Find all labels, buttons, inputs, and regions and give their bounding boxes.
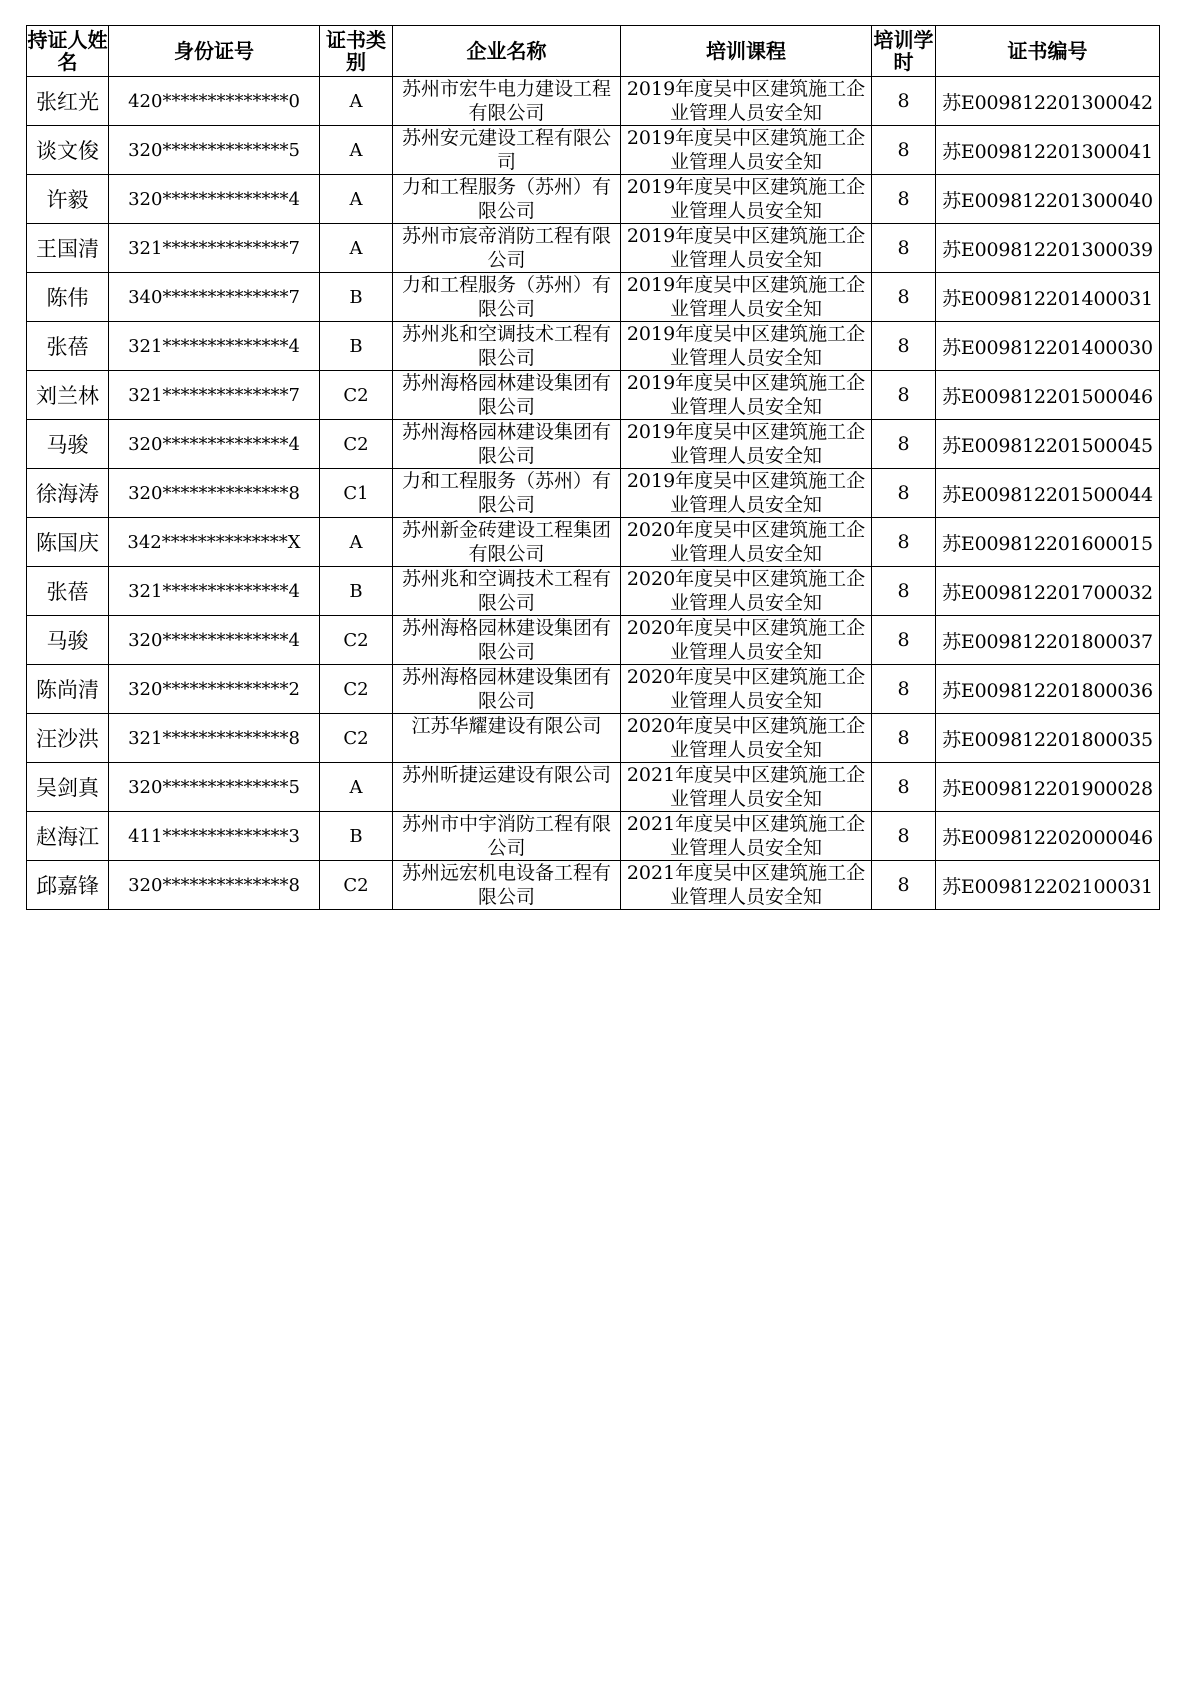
table-row bbox=[27, 812, 1160, 861]
cert-class-cell: C2 bbox=[320, 665, 393, 714]
company-cell: 苏州海格园林建设集团有限公司 bbox=[393, 665, 621, 714]
id-number-cell: 320**************8 bbox=[109, 861, 320, 910]
cert-number-cell: 苏E009812202100031 bbox=[936, 861, 1160, 910]
holder-name-cell: 刘兰林 bbox=[27, 371, 109, 420]
hours-cell: 8 bbox=[872, 518, 936, 567]
holder-name-cell: 张蓓 bbox=[27, 567, 109, 616]
cert-number-cell: 苏E009812202000046 bbox=[936, 812, 1160, 861]
course-cell: 2020年度吴中区建筑施工企业管理人员安全知 bbox=[621, 714, 872, 763]
table-row bbox=[27, 77, 1160, 126]
holder-name-cell: 徐海涛 bbox=[27, 469, 109, 518]
cert-class-cell: A bbox=[320, 763, 393, 812]
company-cell: 力和工程服务（苏州）有限公司 bbox=[393, 469, 621, 518]
cert-number-cell: 苏E009812201500045 bbox=[936, 420, 1160, 469]
cert-class-cell: A bbox=[320, 224, 393, 273]
id-number-cell: 321**************4 bbox=[109, 567, 320, 616]
holder-name-cell: 马骏 bbox=[27, 420, 109, 469]
header-hours: 培训学时 bbox=[872, 26, 936, 77]
table-row bbox=[27, 861, 1160, 910]
holder-name-cell: 汪沙洪 bbox=[27, 714, 109, 763]
company-cell: 力和工程服务（苏州）有限公司 bbox=[393, 273, 621, 322]
company-cell: 苏州海格园林建设集团有限公司 bbox=[393, 420, 621, 469]
table-row bbox=[27, 714, 1160, 763]
company-cell: 苏州市宸帝消防工程有限公司 bbox=[393, 224, 621, 273]
hours-cell: 8 bbox=[872, 224, 936, 273]
header-company: 企业名称 bbox=[393, 26, 621, 77]
cert-class-cell: C2 bbox=[320, 861, 393, 910]
table-row bbox=[27, 126, 1160, 175]
hours-cell: 8 bbox=[872, 175, 936, 224]
cert-class-cell: C2 bbox=[320, 714, 393, 763]
id-number-cell: 320**************8 bbox=[109, 469, 320, 518]
table-row bbox=[27, 567, 1160, 616]
hours-cell: 8 bbox=[872, 616, 936, 665]
hours-cell: 8 bbox=[872, 126, 936, 175]
certificate-sheet bbox=[26, 25, 1160, 910]
hours-cell: 8 bbox=[872, 665, 936, 714]
cert-class-cell: A bbox=[320, 175, 393, 224]
course-cell: 2020年度吴中区建筑施工企业管理人员安全知 bbox=[621, 567, 872, 616]
hours-cell: 8 bbox=[872, 77, 936, 126]
cert-class-cell: B bbox=[320, 273, 393, 322]
table-row bbox=[27, 469, 1160, 518]
hours-cell: 8 bbox=[872, 371, 936, 420]
course-cell: 2019年度吴中区建筑施工企业管理人员安全知 bbox=[621, 420, 872, 469]
holder-name-cell: 马骏 bbox=[27, 616, 109, 665]
table-row bbox=[27, 371, 1160, 420]
certificate-table bbox=[26, 25, 1160, 910]
course-cell: 2021年度吴中区建筑施工企业管理人员安全知 bbox=[621, 812, 872, 861]
course-cell: 2020年度吴中区建筑施工企业管理人员安全知 bbox=[621, 665, 872, 714]
cert-number-cell: 苏E009812201800035 bbox=[936, 714, 1160, 763]
cert-class-cell: C2 bbox=[320, 420, 393, 469]
header-holder-name: 持证人姓名 bbox=[27, 26, 109, 77]
course-cell: 2021年度吴中区建筑施工企业管理人员安全知 bbox=[621, 763, 872, 812]
id-number-cell: 340**************7 bbox=[109, 273, 320, 322]
holder-name-cell: 许毅 bbox=[27, 175, 109, 224]
company-cell: 苏州市中宇消防工程有限公司 bbox=[393, 812, 621, 861]
table-row bbox=[27, 665, 1160, 714]
course-cell: 2019年度吴中区建筑施工企业管理人员安全知 bbox=[621, 224, 872, 273]
hours-cell: 8 bbox=[872, 861, 936, 910]
holder-name-cell: 邱嘉锋 bbox=[27, 861, 109, 910]
holder-name-cell: 张蓓 bbox=[27, 322, 109, 371]
hours-cell: 8 bbox=[872, 273, 936, 322]
cert-number-cell: 苏E009812201400031 bbox=[936, 273, 1160, 322]
header-cert-number: 证书编号 bbox=[936, 26, 1160, 77]
header-cert-class: 证书类别 bbox=[320, 26, 393, 77]
course-cell: 2019年度吴中区建筑施工企业管理人员安全知 bbox=[621, 273, 872, 322]
id-number-cell: 320**************5 bbox=[109, 763, 320, 812]
course-cell: 2019年度吴中区建筑施工企业管理人员安全知 bbox=[621, 77, 872, 126]
header-course: 培训课程 bbox=[621, 26, 872, 77]
holder-name-cell: 张红光 bbox=[27, 77, 109, 126]
cert-number-cell: 苏E009812201800036 bbox=[936, 665, 1160, 714]
company-cell: 苏州市宏牛电力建设工程有限公司 bbox=[393, 77, 621, 126]
course-cell: 2019年度吴中区建筑施工企业管理人员安全知 bbox=[621, 322, 872, 371]
cert-class-cell: B bbox=[320, 322, 393, 371]
cert-number-cell: 苏E009812201300041 bbox=[936, 126, 1160, 175]
holder-name-cell: 陈伟 bbox=[27, 273, 109, 322]
hours-cell: 8 bbox=[872, 714, 936, 763]
table-row bbox=[27, 518, 1160, 567]
course-cell: 2019年度吴中区建筑施工企业管理人员安全知 bbox=[621, 175, 872, 224]
cert-class-cell: A bbox=[320, 77, 393, 126]
course-cell: 2019年度吴中区建筑施工企业管理人员安全知 bbox=[621, 469, 872, 518]
holder-name-cell: 赵海江 bbox=[27, 812, 109, 861]
hours-cell: 8 bbox=[872, 812, 936, 861]
holder-name-cell: 陈尚清 bbox=[27, 665, 109, 714]
hours-cell: 8 bbox=[872, 567, 936, 616]
id-number-cell: 320**************5 bbox=[109, 126, 320, 175]
hours-cell: 8 bbox=[872, 420, 936, 469]
id-number-cell: 321**************8 bbox=[109, 714, 320, 763]
holder-name-cell: 谈文俊 bbox=[27, 126, 109, 175]
header-id-number: 身份证号 bbox=[109, 26, 320, 77]
hours-cell: 8 bbox=[872, 322, 936, 371]
holder-name-cell: 陈国庆 bbox=[27, 518, 109, 567]
company-cell: 苏州安元建设工程有限公司 bbox=[393, 126, 621, 175]
course-cell: 2019年度吴中区建筑施工企业管理人员安全知 bbox=[621, 371, 872, 420]
course-cell: 2020年度吴中区建筑施工企业管理人员安全知 bbox=[621, 518, 872, 567]
course-cell: 2021年度吴中区建筑施工企业管理人员安全知 bbox=[621, 861, 872, 910]
id-number-cell: 320**************4 bbox=[109, 175, 320, 224]
table-row bbox=[27, 224, 1160, 273]
company-cell: 苏州海格园林建设集团有限公司 bbox=[393, 616, 621, 665]
cert-number-cell: 苏E009812201500046 bbox=[936, 371, 1160, 420]
company-cell: 力和工程服务（苏州）有限公司 bbox=[393, 175, 621, 224]
cert-class-cell: B bbox=[320, 567, 393, 616]
cert-number-cell: 苏E009812201400030 bbox=[936, 322, 1160, 371]
company-cell: 苏州兆和空调技术工程有限公司 bbox=[393, 567, 621, 616]
company-cell: 苏州新金砖建设工程集团有限公司 bbox=[393, 518, 621, 567]
id-number-cell: 320**************4 bbox=[109, 420, 320, 469]
cert-number-cell: 苏E009812201300042 bbox=[936, 77, 1160, 126]
cert-number-cell: 苏E009812201300040 bbox=[936, 175, 1160, 224]
cert-number-cell: 苏E009812201300039 bbox=[936, 224, 1160, 273]
course-cell: 2019年度吴中区建筑施工企业管理人员安全知 bbox=[621, 126, 872, 175]
cert-class-cell: A bbox=[320, 518, 393, 567]
table-row bbox=[27, 616, 1160, 665]
cert-number-cell: 苏E009812201600015 bbox=[936, 518, 1160, 567]
holder-name-cell: 王国清 bbox=[27, 224, 109, 273]
company-cell: 苏州兆和空调技术工程有限公司 bbox=[393, 322, 621, 371]
id-number-cell: 420**************0 bbox=[109, 77, 320, 126]
table-row bbox=[27, 763, 1160, 812]
table-row bbox=[27, 175, 1160, 224]
company-cell: 苏州昕捷运建设有限公司 bbox=[393, 763, 621, 812]
cert-class-cell: C2 bbox=[320, 371, 393, 420]
id-number-cell: 321**************7 bbox=[109, 224, 320, 273]
holder-name-cell: 吴剑真 bbox=[27, 763, 109, 812]
table-row bbox=[27, 273, 1160, 322]
course-cell: 2020年度吴中区建筑施工企业管理人员安全知 bbox=[621, 616, 872, 665]
cert-number-cell: 苏E009812201900028 bbox=[936, 763, 1160, 812]
company-cell: 苏州远宏机电设备工程有限公司 bbox=[393, 861, 621, 910]
id-number-cell: 321**************4 bbox=[109, 322, 320, 371]
cert-number-cell: 苏E009812201700032 bbox=[936, 567, 1160, 616]
header-row bbox=[27, 26, 1160, 77]
table-row bbox=[27, 420, 1160, 469]
company-cell: 江苏华耀建设有限公司 bbox=[393, 714, 621, 763]
id-number-cell: 411**************3 bbox=[109, 812, 320, 861]
cert-number-cell: 苏E009812201500044 bbox=[936, 469, 1160, 518]
company-cell: 苏州海格园林建设集团有限公司 bbox=[393, 371, 621, 420]
id-number-cell: 342**************X bbox=[109, 518, 320, 567]
id-number-cell: 321**************7 bbox=[109, 371, 320, 420]
cert-number-cell: 苏E009812201800037 bbox=[936, 616, 1160, 665]
id-number-cell: 320**************2 bbox=[109, 665, 320, 714]
table-row bbox=[27, 322, 1160, 371]
cert-class-cell: B bbox=[320, 812, 393, 861]
id-number-cell: 320**************4 bbox=[109, 616, 320, 665]
hours-cell: 8 bbox=[872, 469, 936, 518]
hours-cell: 8 bbox=[872, 763, 936, 812]
cert-class-cell: A bbox=[320, 126, 393, 175]
cert-class-cell: C1 bbox=[320, 469, 393, 518]
cert-class-cell: C2 bbox=[320, 616, 393, 665]
